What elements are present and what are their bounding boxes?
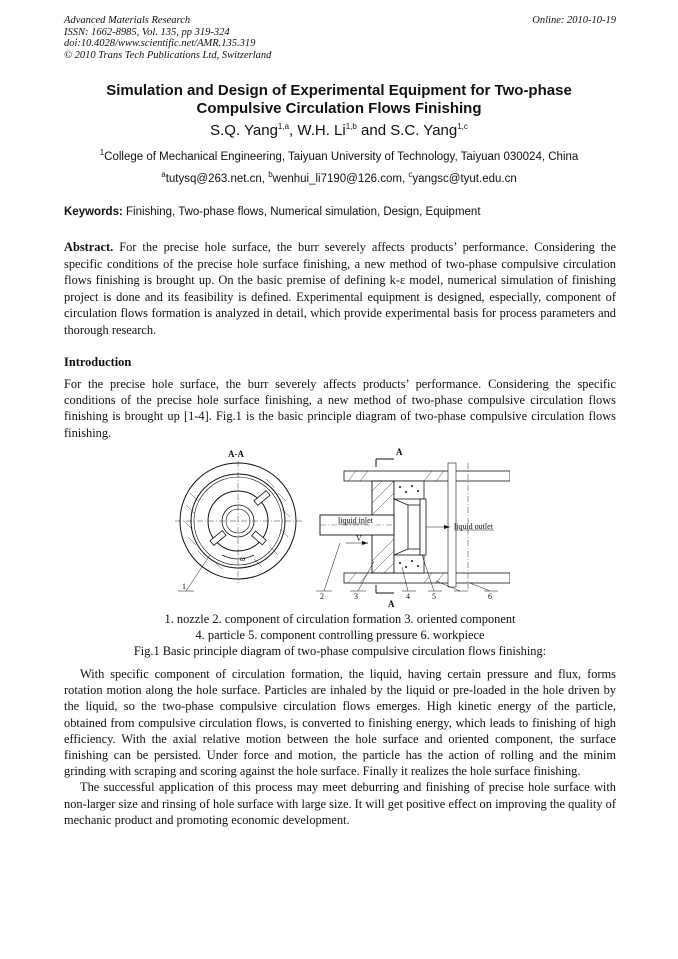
body-paragraph: The successful application of this process may meet deburring and finishing of precise hole surface with non-larger size and rinsing of hole surface with large size. It will get positive effect on improving the quality of mechanic product and promoting economic development. xyxy=(64,780,616,827)
author-sup: 1,c xyxy=(457,122,468,131)
email-sup: a xyxy=(161,170,166,180)
cut-label-top: A xyxy=(396,447,403,457)
legend-line-2: 4. particle 5. component controlling pressure 6. workpiece xyxy=(195,628,485,642)
legend-line-1: 1. nozzle 2. component of circulation formation 3. oriented component xyxy=(164,612,516,626)
copyright-line: © 2010 Trans Tech Publications Ltd, Switzerland xyxy=(64,49,272,61)
author-name: S.C. Yang xyxy=(390,122,458,139)
paper-title xyxy=(40,82,638,118)
callout-5: 5 xyxy=(432,592,436,601)
title-line-1: Simulation and Design of Experimental Equipment for Two-phase xyxy=(106,82,572,99)
header-meta xyxy=(64,15,616,61)
doi-line: doi:10.4028/www.scientific.net/AMR.135.319 xyxy=(64,38,256,49)
figure-captions xyxy=(64,611,616,659)
liquid-outlet-label: liquid outlet xyxy=(454,522,493,531)
email-sup: c xyxy=(408,170,413,180)
title-line-2: Compulsive Circulation Flows Finishing xyxy=(196,100,482,117)
author-sep: and xyxy=(356,122,391,139)
abstract-text: For the precise hole surface, the burr severely affects products’ performance. Considering the specific conditions of the precise hole surface finishing, a new method of two-phase compulsive circulation flows finishing is brought up. On the basic premise of defining k-ε model, numerical simulation of finishing project is done and its feasibility is defined. Experimental equipment is designed, especially, component of circulation flows formation is analyzed in detail, which provide experimental basis for process parameters and thorough research. xyxy=(64,240,616,337)
callout-4: 4 xyxy=(406,592,410,601)
online-date: Online: 2010-10-19 xyxy=(532,15,616,26)
author-sep: , xyxy=(289,122,298,139)
affiliation xyxy=(40,148,638,163)
callout-2: 2 xyxy=(320,592,324,601)
email-link[interactable]: yangsc@tyut.edu.cn xyxy=(412,173,517,185)
author-list xyxy=(40,122,638,139)
velocity-label: V xyxy=(356,534,362,543)
figure-caption: Fig.1 Basic principle diagram of two-phase compulsive circulation flows finishing: xyxy=(133,644,547,658)
longitudinal-view xyxy=(316,447,510,608)
principle-diagram-figure xyxy=(170,443,510,608)
email-link[interactable]: wenhui_li7190@126.com, xyxy=(272,173,409,185)
keywords-label: Keywords: xyxy=(64,206,123,218)
email-link[interactable]: tutysq@263.net.cn, xyxy=(165,173,269,185)
section-view-aa xyxy=(175,449,302,591)
author-name: S.Q. Yang xyxy=(210,122,278,139)
omega-label: ω xyxy=(240,554,246,563)
body-paragraph: With specific component of circulation formation, the liquid, having certain pressure and flux, forms rotation motion along the hole surface. Particles are inhaled by the liquid or pre-loaded in the hole driven by the liquid, so the two-phase compulsive circulation flows emerges. High kinetic energy of the particle, obtained from compulsive circulation flows, is converted to finishing energy, which leads to finishing of high efficiency. With the axial relative motion between the hole surface and oriented component, the surface finishing can be persisted. Under force and motion, the particle has the action of rolling and the minim grinding with scraping and scoring against the hole surface. Finally it realizes the hole surface finishing. xyxy=(64,667,616,779)
affiliation-sup: 1 xyxy=(99,148,105,158)
intro-paragraph: For the precise hole surface, the burr severely affects products’ performance. Considering the specific conditions of the precise hole surface finishing, a new method of two-phase compulsive circulation flows finishing is brought up [1-4]. Fig.1 is the basic principle diagram of two-phase compulsive circulation flows finishing. xyxy=(64,377,616,440)
issn-line: ISSN: 1662-8985, Vol. 135, pp 319-324 xyxy=(64,26,230,38)
cut-label-bottom: A xyxy=(388,599,395,608)
liquid-inlet-label: liquid inlet xyxy=(338,516,373,525)
callout-6: 6 xyxy=(488,592,492,601)
callout-1: 1 xyxy=(182,582,186,591)
section-label: A-A xyxy=(228,449,244,459)
abstract-label: Abstract. xyxy=(64,240,114,254)
author-sup: 1,b xyxy=(345,122,357,131)
keywords-text: Finishing, Two-phase flows, Numerical simulation, Design, Equipment xyxy=(122,206,481,218)
section-heading-introduction: Introduction xyxy=(64,355,132,369)
abstract xyxy=(64,239,616,339)
author-name: W.H. Li xyxy=(297,122,346,139)
email-list xyxy=(40,170,638,185)
affiliation-text: College of Mechanical Engineering, Taiyuan University of Technology, Taiyuan 030024, China xyxy=(104,151,579,163)
email-sup: b xyxy=(268,170,273,180)
author-sup: 1,a xyxy=(277,122,290,131)
keywords xyxy=(64,206,616,218)
callout-3: 3 xyxy=(354,592,358,601)
journal-name: Advanced Materials Research xyxy=(64,15,191,26)
body-text xyxy=(64,666,616,828)
